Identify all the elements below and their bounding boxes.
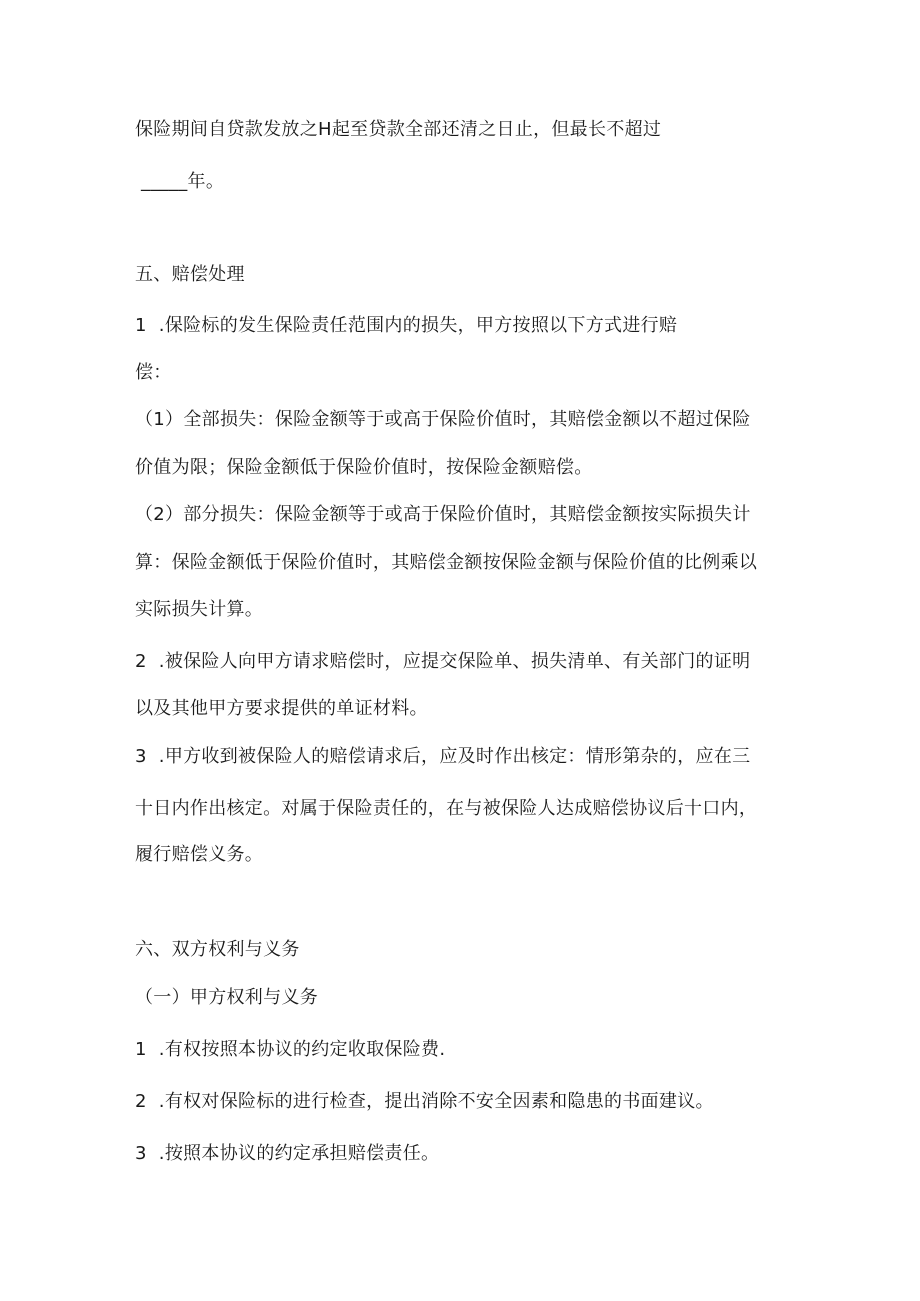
paragraph-line: _____年。	[135, 171, 225, 192]
paragraph-line: 十日内作出核定。对属于保险责任的，在与被保险人达成赔偿协议后十口内，	[135, 798, 758, 819]
paragraph-line: 1 .有权按照本协议的约定收取保险费.	[135, 1039, 446, 1060]
paragraph-line: （2）部分损失：保险金额等于或高于保险价值时，其赔偿金额按实际损失计	[135, 504, 751, 525]
paragraph-line: 偿：	[135, 362, 172, 383]
paragraph-line: 保险期间自贷款发放之H起至贷款全部还清之日止，但最长不超过	[135, 119, 662, 140]
paragraph-line: 2 .有权对保险标的进行检查，提出消除不安全因素和隐患的书面建议。	[135, 1091, 714, 1112]
paragraph-line: （1）全部损失：保险金额等于或高于保险价值时，其赔偿金额以不超过保险	[135, 409, 751, 430]
paragraph-line: 价值为限；保险金额低于保险价值时，按保险金额赔偿。	[135, 457, 593, 478]
paragraph-line: 算：保险金额低于保险价值时，其赔偿金额按保险金额与保险价值的比例乘以	[135, 552, 758, 573]
paragraph-line: 2 .被保险人向甲方请求赔偿时，应提交保险单、损失清单、有关部门的证明	[135, 651, 751, 672]
paragraph-line: 履行赔偿义务。	[135, 844, 264, 865]
paragraph-line: 以及其他甲方要求提供的单证材料。	[135, 698, 428, 719]
paragraph-line: 3 .甲方收到被保险人的赔偿请求后，应及时作出核定：情形第杂的，应在三	[135, 746, 751, 767]
paragraph-line: 3 .按照本协议的约定承担赔偿责任。	[135, 1143, 440, 1164]
section-heading: 六、双方权利与义务	[135, 939, 300, 960]
paragraph-line: 1 .保险标的发生保险责任范围内的损失，甲方按照以下方式进行赔	[135, 315, 678, 336]
section-heading: 五、赔偿处理	[135, 264, 245, 285]
paragraph-line: 实际损失计算。	[135, 599, 264, 620]
subsection-heading: （一）甲方权利与义务	[135, 987, 318, 1008]
